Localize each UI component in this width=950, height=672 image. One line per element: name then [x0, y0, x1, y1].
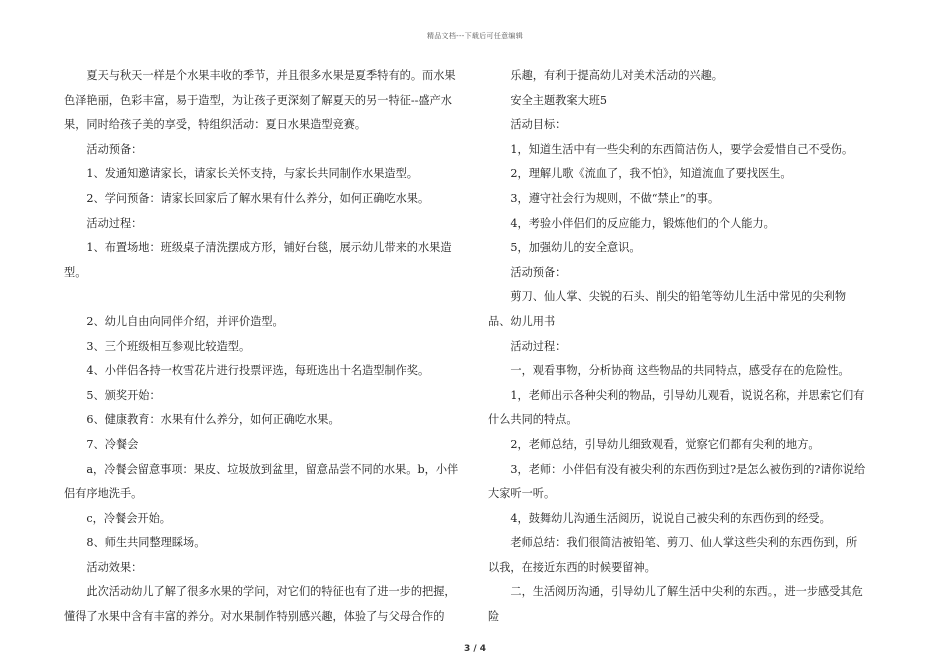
paragraph: 4，鼓舞幼儿沟通生活阅历，说说自己被尖利的东西伤到的经受。 — [510, 511, 831, 525]
paragraph: 5，加强幼儿的安全意识。 — [510, 241, 641, 255]
paragraph: 6、健康教育：水果有什么养分，如何正确吃水果。 — [86, 413, 340, 427]
paragraph: 2、学问预备：请家长回家后了解水果有什么养分，如何正确吃水果。 — [86, 191, 430, 205]
paragraph: 3，遵守社会行为规则，不做“禁止”的事。 — [510, 191, 720, 205]
paragraph: 2、幼儿自由向同伴介绍，并评价造型。 — [86, 314, 284, 328]
paragraph: 5、颁奖开始： — [86, 388, 161, 402]
paragraph: 此次活动幼儿了解了很多水果的学问，对它们的特征也有了进一步的把握，懂得了水果中含有丰富的养分。对水果制作特别感兴趣，体验了与父母合作的 — [64, 585, 456, 624]
paragraph: 1、布置场地：班级桌子清洗摆成方形，铺好台毯，展示幼儿带来的水果造型。 — [64, 241, 452, 279]
paragraph: 1，老师出示各种尖利的物品，引导幼儿观看，说说名称，并思索它们有什么共同的特点。 — [488, 388, 865, 427]
paragraph: 3、三个班级相互参观比较造型。 — [86, 339, 251, 353]
paragraph: 2，理解儿歌《流血了，我不怕》，知道流血了要找医生。 — [510, 167, 792, 181]
paragraph: c，冷餐会开始。 — [86, 511, 171, 525]
paragraph: 活动预备： — [86, 142, 143, 156]
paragraph: 剪刀、仙人掌、尖锐的石头、削尖的铅笔等幼儿生活中常见的尖利物品、幼儿用书 — [488, 290, 847, 328]
left-column — [64, 64, 459, 630]
paragraph: 8、师生共同整理睬场。 — [86, 536, 206, 550]
paragraph: 老师总结：我们很简洁被铅笔、剪刀、仙人掌这些尖利的东西伤到，所以我，在接近东西的时候要留神。 — [488, 536, 858, 574]
paragraph: 活动预备： — [510, 265, 567, 279]
paragraph: 夏天与秋天一样是个水果丰收的季节，并且很多水果是夏季特有的。而水果色泽艳丽，色彩丰富，易于造型，为让孩子更深刻了解夏天的另一特征--盛产水果，同时给孩子美的享受，特组织活动：夏日水果造型竞赛。 — [64, 69, 456, 132]
paragraph: 乐趣，有利于提高幼儿对美术活动的兴趣。 — [510, 69, 723, 82]
paragraph: 3，老师：小伴侣有没有被尖利的东西伤到过?是怎么被伤到的?请你说给大家听一听。 — [488, 462, 866, 501]
paragraph: 二，生活阅历沟通，引导幼儿了解生活中尖利的东西。，进一步感受其危险 — [488, 585, 863, 624]
paragraph: 2，老师总结，引导幼儿细致观看，觉察它们都有尖利的地方。 — [510, 437, 820, 451]
paragraph: 一，观看事物，分析协商 这些物品的共同特点，感受存在的危险性。 — [510, 364, 850, 378]
paragraph: 4、小伴侣各持一枚雪花片进行投票评选，每班选出十名造型制作奖。 — [86, 364, 430, 378]
paragraph: 活动过程： — [510, 339, 567, 353]
paragraph: 1、发通知邀请家长，请家长关怀支持，与家长共同制作水果造型。 — [86, 167, 418, 181]
paragraph: 活动效果： — [86, 560, 143, 574]
page-header: 精品文档---下载后可任意编辑 — [426, 32, 524, 40]
paragraph: 活动目标： — [510, 118, 567, 132]
paragraph: 7、冷餐会 — [86, 437, 139, 451]
section-title: 安全主题教案大班5 — [510, 93, 608, 107]
paragraph: 1，知道生活中有一些尖利的东西简洁伤人，要学会爱惜自己不受伤。 — [510, 142, 854, 156]
page-number: 3 / 4 — [463, 644, 487, 654]
paragraph: a，冷餐会留意事项：果皮、垃圾放到盆里，留意品尝不同的水果。b，小伴侣有序地洗手。 — [64, 462, 459, 501]
paragraph: 4，考验小伴侣们的反应能力，锻炼他们的个人能力。 — [510, 216, 775, 230]
right-column — [488, 64, 868, 630]
paragraph: 活动过程： — [86, 216, 143, 230]
